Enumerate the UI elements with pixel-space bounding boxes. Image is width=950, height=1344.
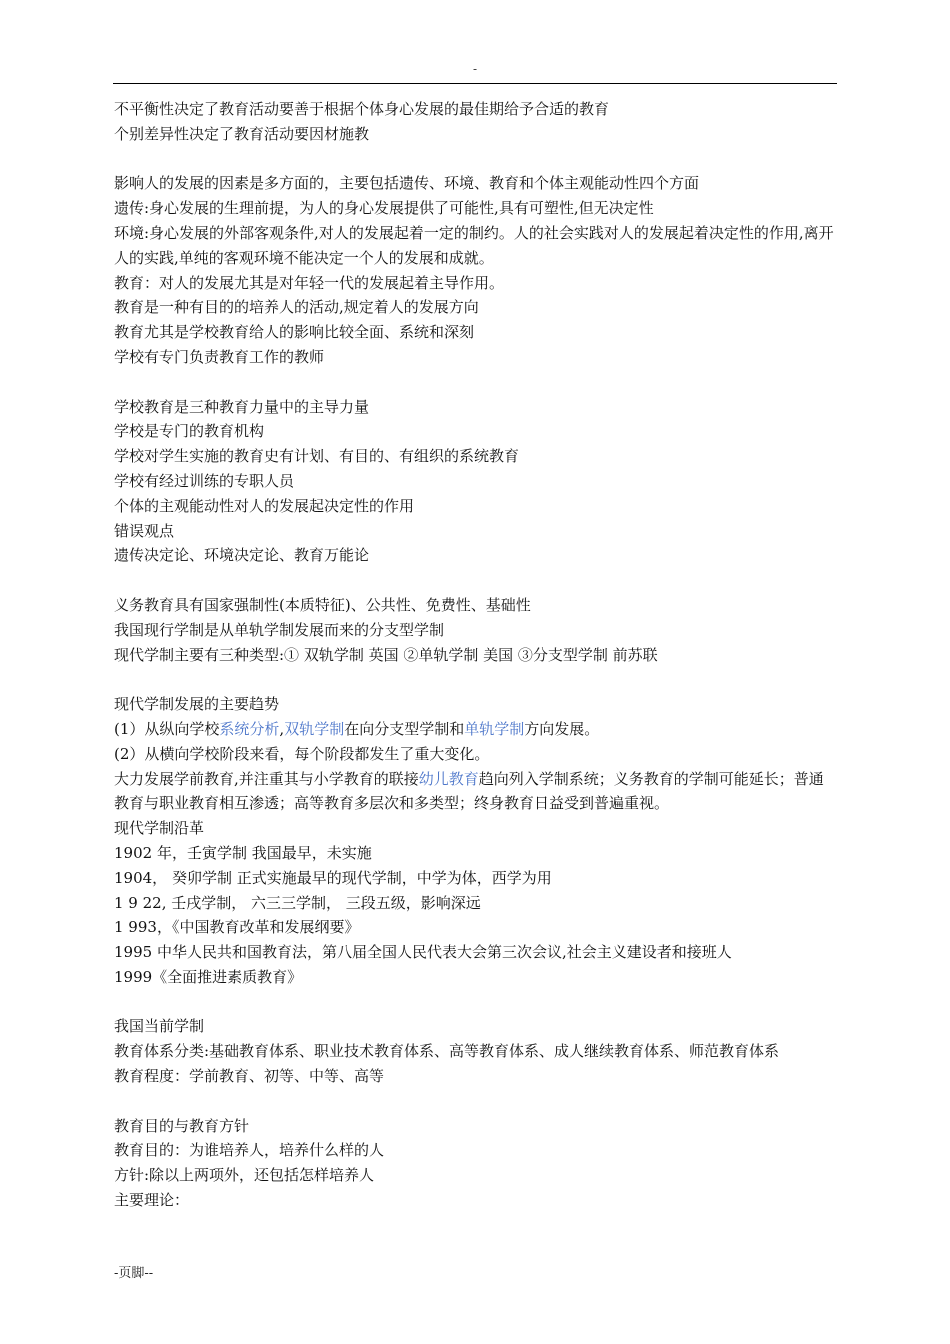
text-line: 个别差异性决定了教育活动要因材施教 — [114, 124, 370, 143]
text-line: 现代学制主要有三种类型:① 双轨学制 英国 ②单轨学制 美国 ③分支型学制 前苏联 — [114, 645, 658, 664]
text-line: 影响人的发展的因素是多方面的，主要包括遗传、环境、教育和个体主观能动性四个方面 — [114, 174, 700, 193]
text-line: 主要理论： — [114, 1191, 190, 1210]
text-line: 遗传:身心发展的生理前提，为人的身心发展提供了可能性,具有可塑性,但无决定性 — [114, 199, 654, 218]
text-line: 学校教育是三种教育力量中的主导力量 — [114, 397, 370, 416]
text-line: 教育：对人的发展尤其是对年轻一代的发展起着主导作用。 — [114, 273, 505, 292]
text-segment: 大力发展学前教育,并注重其与小学教育的联接 — [114, 769, 419, 788]
blank-line — [114, 990, 838, 1015]
page-header-mark: - — [472, 62, 478, 76]
text-line: 1 9 22, 壬戌学制， 六三三学制， 三段五级，影响深远 — [114, 893, 481, 912]
text-line: 1 993，《中国教育改革和发展纲要》 — [114, 918, 360, 937]
text-segment: 趋向列入学制系统；义务教育的学制可能延长；普通教育与职业教育相互渗透；高等教育多层次和多类型；终身教育日益受到普遍重视。 — [114, 769, 824, 813]
text-line: 个体的主观能动性对人的发展起决定性的作用 — [114, 496, 415, 515]
link-single-track-system[interactable]: 单轨学制 — [464, 719, 525, 738]
text-line: 1904， 癸卯学制 正式实施最早的现代学制，中学为体，西学为用 — [114, 868, 552, 887]
text-line: 我国当前学制 — [114, 1017, 205, 1036]
text-line-with-links — [114, 717, 838, 742]
text-line: 错误观点 — [114, 521, 175, 540]
text-segment: , — [279, 719, 285, 738]
text-line: 学校有经过训练的专职人员 — [114, 471, 295, 490]
text-line-with-links — [114, 767, 838, 817]
text-segment: 方向发展。 — [524, 719, 600, 738]
text-segment: (1）从纵向学校 — [114, 719, 220, 738]
text-line: 义务教育具有国家强制性(本质特征)、公共性、免费性、基础性 — [114, 595, 531, 614]
text-line: 教育尤其是学校教育给人的影响比较全面、系统和深刻 — [114, 323, 475, 342]
text-line: 现代学制沿革 — [114, 819, 205, 838]
text-line: 现代学制发展的主要趋势 — [114, 695, 280, 714]
link-preschool-education[interactable]: 幼儿教育 — [418, 769, 479, 788]
blank-line — [114, 568, 838, 593]
text-line: 我国现行学制是从单轨学制发展而来的分支型学制 — [114, 620, 445, 639]
text-segment: 在向分支型学制和 — [344, 719, 465, 738]
header-rule — [113, 83, 837, 84]
text-line: 不平衡性决定了教育活动要善于根据个体身心发展的最佳期给予合适的教育 — [114, 100, 610, 118]
blank-line — [114, 667, 838, 692]
text-line: 学校是专门的教育机构 — [114, 422, 265, 441]
text-line: 教育目的与教育方针 — [114, 1116, 250, 1135]
text-line: 1902 年，壬寅学制 我国最早，未实施 — [114, 843, 372, 862]
text-line: 学校对学生实施的教育史有计划、有目的、有组织的系统教育 — [114, 447, 520, 466]
blank-line — [114, 370, 838, 395]
text-line: 遗传决定论、环境决定论、教育万能论 — [114, 546, 370, 565]
text-line: 1995 中华人民共和国教育法，第八届全国人民代表大会第三次会议,社会主义建设者和接班人 — [114, 943, 732, 962]
page-footer: -页脚-- — [114, 1266, 154, 1281]
text-line: 教育目的：为谁培养人，培养什么样的人 — [114, 1141, 385, 1160]
text-line: (2）从横向学校阶段来看，每个阶段都发生了重大变化。 — [114, 744, 490, 763]
text-line: 教育是一种有目的的培养人的活动,规定着人的发展方向 — [114, 298, 479, 317]
document-body — [114, 97, 838, 1213]
text-line: 1999《全面推进素质教育》 — [114, 967, 303, 986]
text-line: 学校有专门负责教育工作的教师 — [114, 347, 325, 366]
link-dual-track-system[interactable]: 双轨学制 — [284, 719, 345, 738]
link-system-analysis[interactable]: 系统分析 — [219, 719, 280, 738]
text-line: 教育体系分类:基础教育体系、职业技术教育体系、高等教育体系、成人继续教育体系、师范教育体系 — [114, 1042, 780, 1061]
text-line: 教育程度：学前教育、初等、中等、高等 — [114, 1067, 385, 1086]
text-line: 环境:身心发展的外部客观条件,对人的发展起着一定的制约。人的社会实践对人的发展起着决定性的作用,离开人的实践,单纯的客观环境不能决定一个人的发展和成就。 — [114, 223, 834, 267]
text-line: 方针:除以上两项外，还包括怎样培养人 — [114, 1166, 375, 1185]
blank-line — [114, 147, 838, 172]
blank-line — [114, 1089, 838, 1114]
